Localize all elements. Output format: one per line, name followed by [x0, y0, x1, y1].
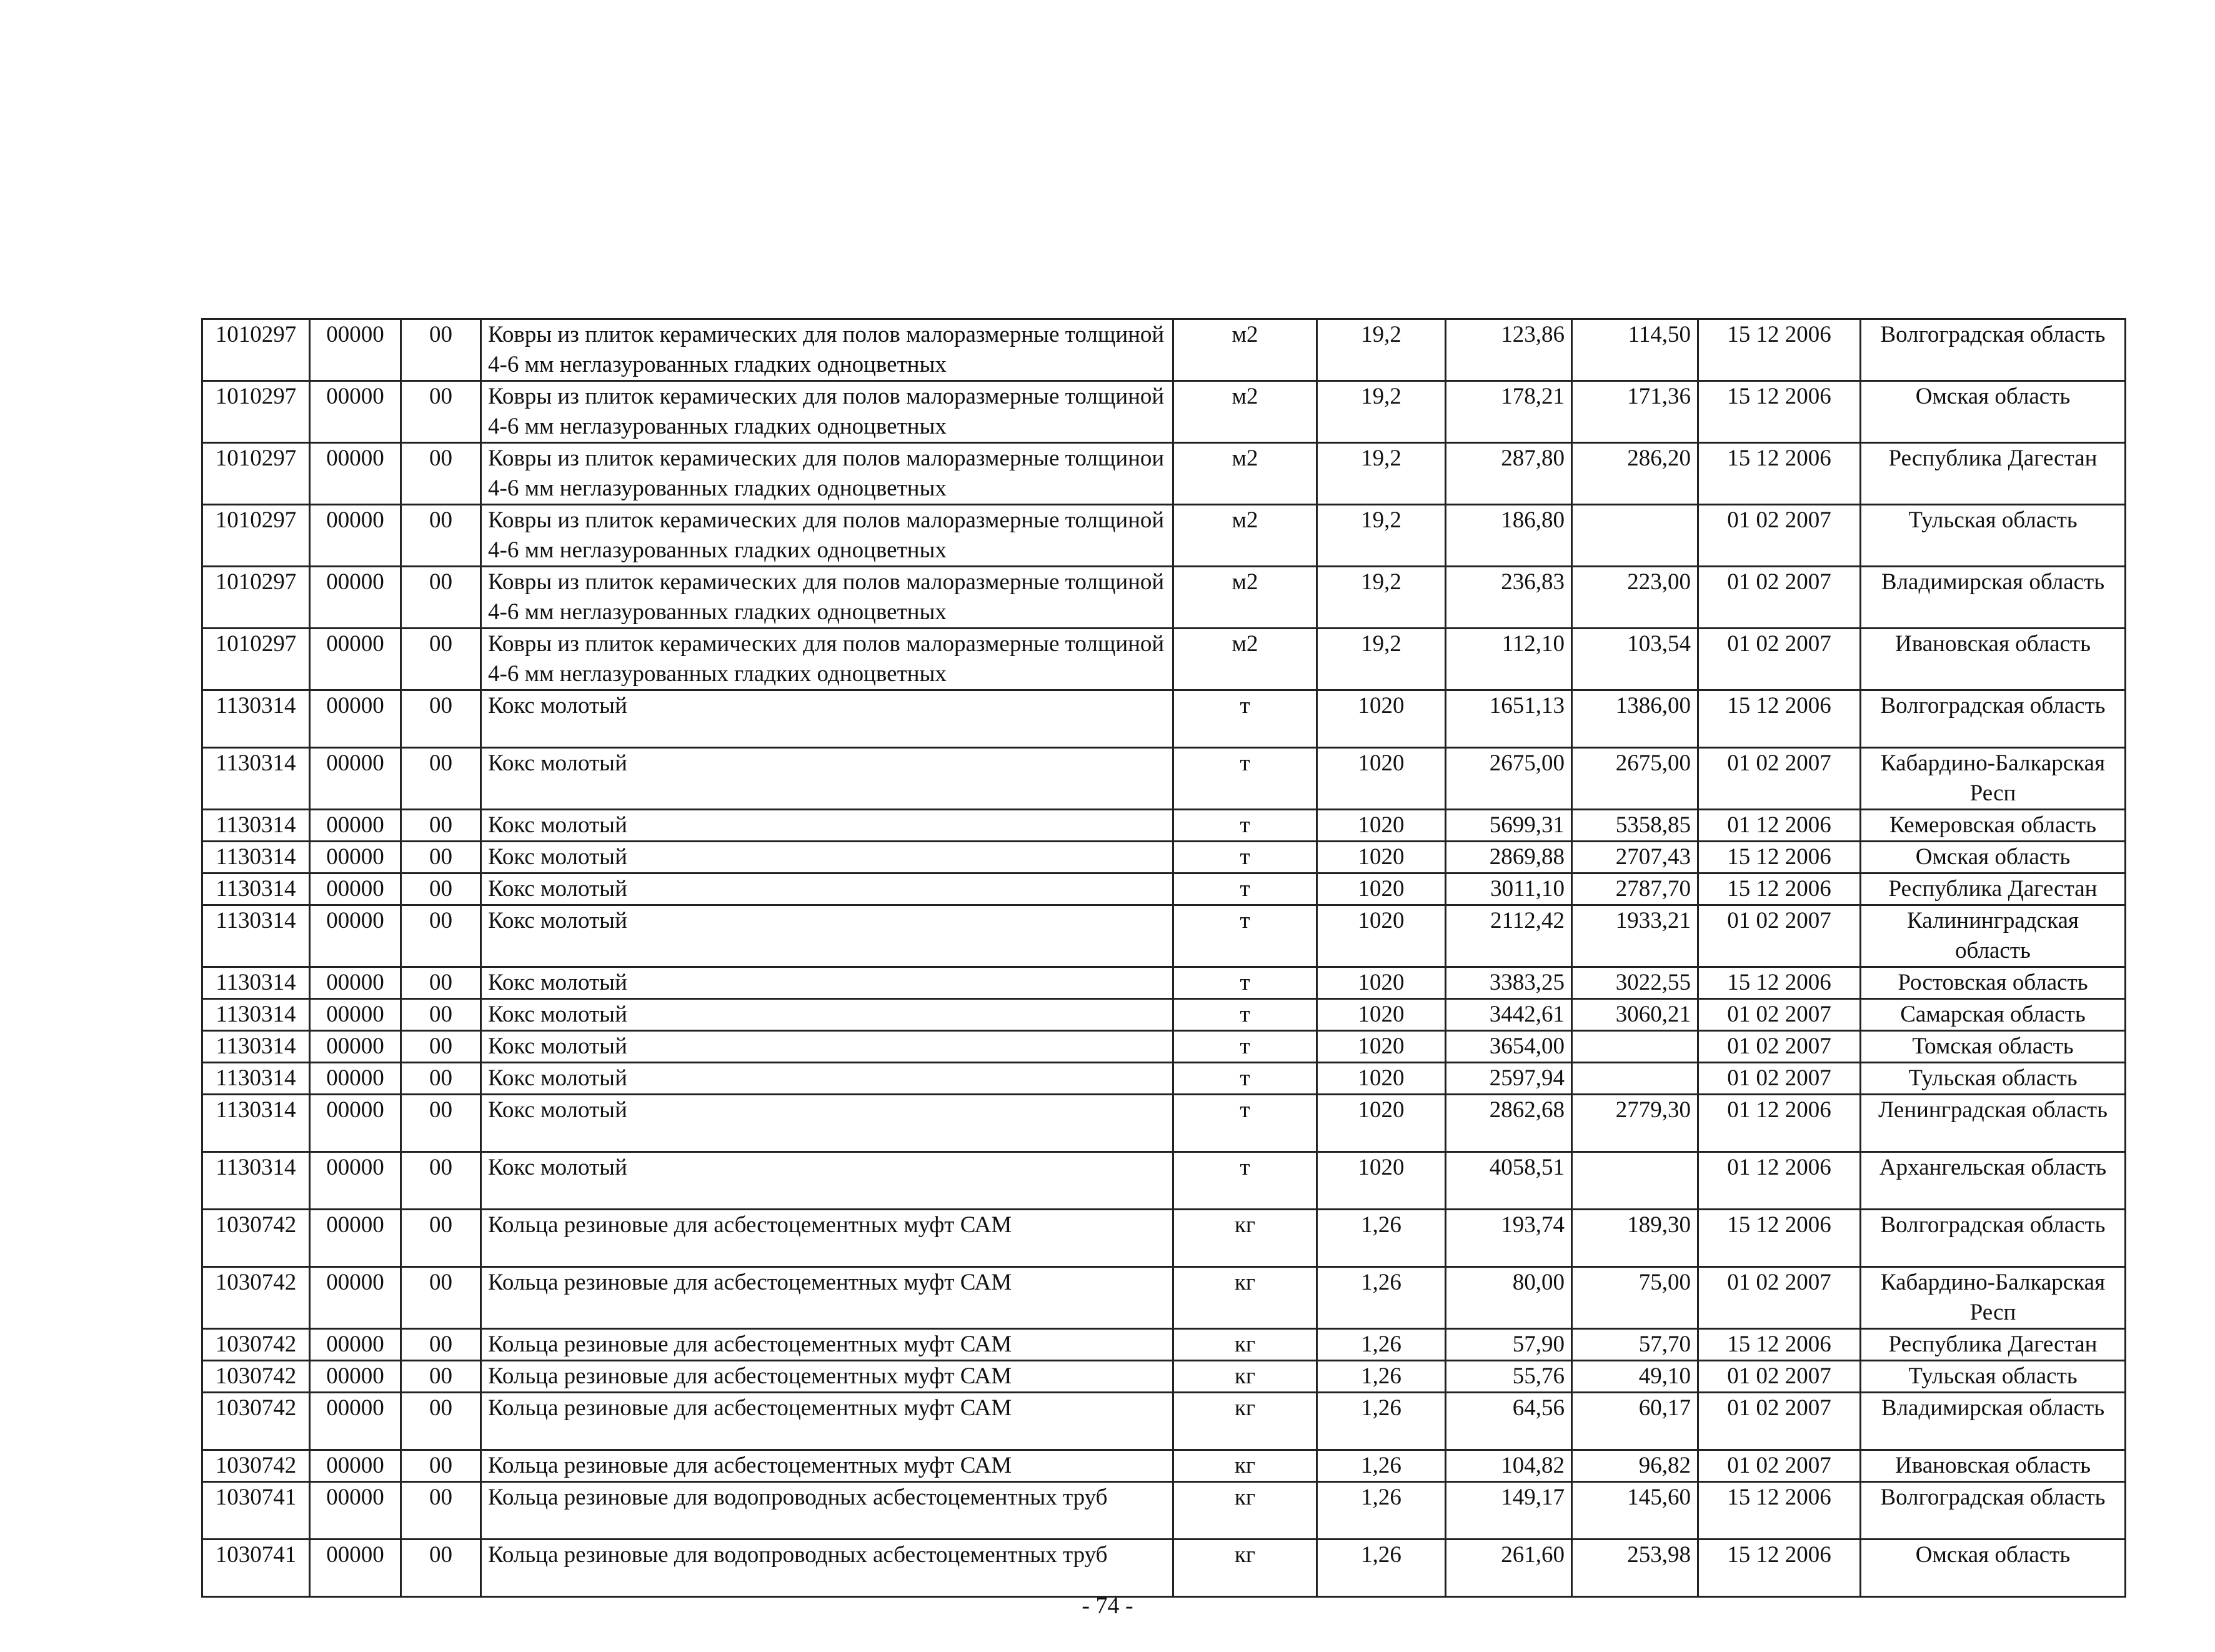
table-row	[202, 1063, 2126, 1095]
material-code-cell: 1030741	[202, 1482, 310, 1540]
material-code-cell: 1130314	[202, 1063, 310, 1095]
region-cell: Томская область	[1861, 1031, 2126, 1063]
quantity-cell: 19,2	[1317, 505, 1446, 567]
table-row	[202, 873, 2126, 905]
material-code-cell: 1030741	[202, 1540, 310, 1597]
material-name-cell: Кокс молотый	[481, 1152, 1173, 1210]
unit-cell: т	[1173, 873, 1317, 905]
table-row	[202, 967, 2126, 999]
date-cell: 01 02 2007	[1698, 1031, 1861, 1063]
material-code-cell: 1030742	[202, 1393, 310, 1450]
subcode-cell: 00000	[310, 690, 401, 748]
region-cell: Кемеровская область	[1861, 810, 2126, 842]
price-cell: 112,10	[1446, 629, 1572, 690]
table-row	[202, 505, 2126, 567]
table-row	[202, 1210, 2126, 1267]
group-code-cell: 00	[401, 810, 481, 842]
price-cell: 80,00	[1446, 1267, 1572, 1329]
subcode-cell: 00000	[310, 905, 401, 967]
price-alt-cell: 286,20	[1572, 443, 1698, 505]
date-cell: 15 12 2006	[1698, 381, 1861, 443]
quantity-cell: 1,26	[1317, 1267, 1446, 1329]
quantity-cell: 1020	[1317, 873, 1446, 905]
region-cell: Тульская область	[1861, 1361, 2126, 1393]
material-name-cell: Кольца резиновые для асбестоцементных муфт САМ	[481, 1393, 1173, 1450]
subcode-cell: 00000	[310, 1540, 401, 1597]
unit-cell: кг	[1173, 1450, 1317, 1482]
region-cell: Ивановская область	[1861, 629, 2126, 690]
group-code-cell: 00	[401, 505, 481, 567]
unit-cell: м2	[1173, 505, 1317, 567]
material-name-cell: Ковры из плиток керамических для полов малоразмерные толщиной 4-6 мм неглазурованных гладких одноцветных	[481, 567, 1173, 629]
unit-cell: т	[1173, 967, 1317, 999]
region-cell: Республика Дагестан	[1861, 873, 2126, 905]
price-alt-cell: 2779,30	[1572, 1095, 1698, 1152]
group-code-cell: 00	[401, 1361, 481, 1393]
subcode-cell: 00000	[310, 810, 401, 842]
quantity-cell: 1,26	[1317, 1482, 1446, 1540]
price-alt-cell: 189,30	[1572, 1210, 1698, 1267]
table-row	[202, 1482, 2126, 1540]
material-name-cell: Кокс молотый	[481, 1095, 1173, 1152]
group-code-cell: 00	[401, 842, 481, 873]
date-cell: 01 02 2007	[1698, 1063, 1861, 1095]
quantity-cell: 1020	[1317, 810, 1446, 842]
table-row	[202, 690, 2126, 748]
price-alt-cell: 60,17	[1572, 1393, 1698, 1450]
material-name-cell: Кокс молотый	[481, 1063, 1173, 1095]
group-code-cell: 00	[401, 1267, 481, 1329]
quantity-cell: 1,26	[1317, 1540, 1446, 1597]
date-cell: 01 02 2007	[1698, 748, 1861, 810]
quantity-cell: 1020	[1317, 1063, 1446, 1095]
group-code-cell: 00	[401, 1063, 481, 1095]
table-row	[202, 1393, 2126, 1450]
price-alt-cell: 145,60	[1572, 1482, 1698, 1540]
price-cell: 57,90	[1446, 1329, 1572, 1361]
subcode-cell: 00000	[310, 999, 401, 1031]
material-name-cell: Кокс молотый	[481, 967, 1173, 999]
material-code-cell: 1130314	[202, 1095, 310, 1152]
material-name-cell: Кольца резиновые для асбестоцементных муфт САМ	[481, 1361, 1173, 1393]
price-cell: 1651,13	[1446, 690, 1572, 748]
material-name-cell: Кокс молотый	[481, 1031, 1173, 1063]
material-code-cell: 1130314	[202, 1152, 310, 1210]
quantity-cell: 1020	[1317, 842, 1446, 873]
region-cell: Республика Дагестан	[1861, 1329, 2126, 1361]
price-cell: 2675,00	[1446, 748, 1572, 810]
region-cell: Тульская область	[1861, 505, 2126, 567]
subcode-cell: 00000	[310, 1361, 401, 1393]
price-alt-cell: 223,00	[1572, 567, 1698, 629]
date-cell: 01 12 2006	[1698, 1095, 1861, 1152]
unit-cell: т	[1173, 690, 1317, 748]
price-cell: 123,86	[1446, 319, 1572, 381]
region-cell: Волгоградская область	[1861, 690, 2126, 748]
table-row	[202, 999, 2126, 1031]
material-code-cell: 1130314	[202, 690, 310, 748]
material-name-cell: Ковры из плиток керамических для полов малоразмерные толщиной 4-6 мм неглазурованных гладких одноцветных	[481, 505, 1173, 567]
price-cell: 3383,25	[1446, 967, 1572, 999]
material-code-cell: 1030742	[202, 1329, 310, 1361]
region-cell: Владимирская область	[1861, 1393, 2126, 1450]
price-alt-cell: 96,82	[1572, 1450, 1698, 1482]
price-cell: 2112,42	[1446, 905, 1572, 967]
date-cell: 01 02 2007	[1698, 1450, 1861, 1482]
material-name-cell: Кокс молотый	[481, 999, 1173, 1031]
region-cell: Владимирская область	[1861, 567, 2126, 629]
page-number: - 74 -	[1082, 1593, 1133, 1619]
group-code-cell: 00	[401, 319, 481, 381]
price-cell: 193,74	[1446, 1210, 1572, 1267]
date-cell: 15 12 2006	[1698, 1329, 1861, 1361]
unit-cell: кг	[1173, 1482, 1317, 1540]
material-code-cell: 1030742	[202, 1210, 310, 1267]
date-cell: 15 12 2006	[1698, 842, 1861, 873]
price-alt-cell: 103,54	[1572, 629, 1698, 690]
region-cell: Ростовская область	[1861, 967, 2126, 999]
material-name-cell: Ковры из плиток керамических для полов малоразмерные толщиной 4-6 мм неглазурованных гладких одноцветных	[481, 319, 1173, 381]
material-name-cell: Кокс молотый	[481, 690, 1173, 748]
region-cell: Самарская область	[1861, 999, 2126, 1031]
unit-cell: м2	[1173, 319, 1317, 381]
group-code-cell: 00	[401, 1450, 481, 1482]
subcode-cell: 00000	[310, 319, 401, 381]
date-cell: 15 12 2006	[1698, 443, 1861, 505]
material-code-cell: 1010297	[202, 443, 310, 505]
price-cell: 104,82	[1446, 1450, 1572, 1482]
region-cell: Архангельская область	[1861, 1152, 2126, 1210]
price-alt-cell	[1572, 1031, 1698, 1063]
date-cell: 15 12 2006	[1698, 1210, 1861, 1267]
group-code-cell: 00	[401, 999, 481, 1031]
table-row	[202, 810, 2126, 842]
table-row	[202, 319, 2126, 381]
group-code-cell: 00	[401, 873, 481, 905]
table-row	[202, 1329, 2126, 1361]
unit-cell: т	[1173, 1152, 1317, 1210]
group-code-cell: 00	[401, 381, 481, 443]
price-cell: 64,56	[1446, 1393, 1572, 1450]
subcode-cell: 00000	[310, 381, 401, 443]
group-code-cell: 00	[401, 1031, 481, 1063]
material-code-cell: 1130314	[202, 873, 310, 905]
material-code-cell: 1130314	[202, 999, 310, 1031]
quantity-cell: 1020	[1317, 905, 1446, 967]
quantity-cell: 1,26	[1317, 1210, 1446, 1267]
date-cell: 01 02 2007	[1698, 1393, 1861, 1450]
price-alt-cell: 2707,43	[1572, 842, 1698, 873]
unit-cell: т	[1173, 810, 1317, 842]
material-code-cell: 1030742	[202, 1267, 310, 1329]
material-code-cell: 1010297	[202, 505, 310, 567]
group-code-cell: 00	[401, 1152, 481, 1210]
date-cell: 15 12 2006	[1698, 1540, 1861, 1597]
region-cell: Ленинградская область	[1861, 1095, 2126, 1152]
region-cell: Волгоградская область	[1861, 1482, 2126, 1540]
unit-cell: кг	[1173, 1329, 1317, 1361]
material-code-cell: 1030742	[202, 1361, 310, 1393]
material-name-cell: Кольца резиновые для асбестоцементных муфт САМ	[481, 1267, 1173, 1329]
subcode-cell: 00000	[310, 967, 401, 999]
material-code-cell: 1130314	[202, 905, 310, 967]
unit-cell: т	[1173, 1095, 1317, 1152]
subcode-cell: 00000	[310, 443, 401, 505]
region-cell: Омская область	[1861, 381, 2126, 443]
quantity-cell: 1020	[1317, 748, 1446, 810]
price-cell: 178,21	[1446, 381, 1572, 443]
material-name-cell: Кокс молотый	[481, 748, 1173, 810]
quantity-cell: 1020	[1317, 999, 1446, 1031]
quantity-cell: 1020	[1317, 690, 1446, 748]
subcode-cell: 00000	[310, 567, 401, 629]
price-cell: 3011,10	[1446, 873, 1572, 905]
quantity-cell: 1020	[1317, 1152, 1446, 1210]
quantity-cell: 1020	[1317, 1095, 1446, 1152]
group-code-cell: 00	[401, 967, 481, 999]
subcode-cell: 00000	[310, 1329, 401, 1361]
price-alt-cell: 5358,85	[1572, 810, 1698, 842]
date-cell: 15 12 2006	[1698, 1482, 1861, 1540]
group-code-cell: 00	[401, 1095, 481, 1152]
region-cell: Волгоградская область	[1861, 1210, 2126, 1267]
quantity-cell: 19,2	[1317, 443, 1446, 505]
price-cell: 5699,31	[1446, 810, 1572, 842]
material-code-cell: 1130314	[202, 842, 310, 873]
subcode-cell: 00000	[310, 505, 401, 567]
quantity-cell: 19,2	[1317, 629, 1446, 690]
price-alt-cell: 114,50	[1572, 319, 1698, 381]
price-alt-cell: 3022,55	[1572, 967, 1698, 999]
subcode-cell: 00000	[310, 1095, 401, 1152]
price-alt-cell: 3060,21	[1572, 999, 1698, 1031]
price-cell: 149,17	[1446, 1482, 1572, 1540]
unit-cell: м2	[1173, 629, 1317, 690]
region-cell: Омская область	[1861, 1540, 2126, 1597]
price-alt-cell: 253,98	[1572, 1540, 1698, 1597]
unit-cell: кг	[1173, 1267, 1317, 1329]
date-cell: 15 12 2006	[1698, 319, 1861, 381]
price-cell: 261,60	[1446, 1540, 1572, 1597]
group-code-cell: 00	[401, 1482, 481, 1540]
material-code-cell: 1130314	[202, 967, 310, 999]
table-row	[202, 842, 2126, 873]
material-name-cell: Кольца резиновые для асбестоцементных муфт САМ	[481, 1329, 1173, 1361]
material-name-cell: Ковры из плиток керамических для полов малоразмерные толщиной 4-6 мм неглазурованных гладких одноцветных	[481, 381, 1173, 443]
date-cell: 01 02 2007	[1698, 1267, 1861, 1329]
quantity-cell: 1,26	[1317, 1329, 1446, 1361]
price-alt-cell: 2787,70	[1572, 873, 1698, 905]
unit-cell: кг	[1173, 1210, 1317, 1267]
unit-cell: т	[1173, 905, 1317, 967]
table-row	[202, 748, 2126, 810]
material-name-cell: Кокс молотый	[481, 905, 1173, 967]
unit-cell: т	[1173, 748, 1317, 810]
price-cell: 2597,94	[1446, 1063, 1572, 1095]
unit-cell: т	[1173, 999, 1317, 1031]
quantity-cell: 1,26	[1317, 1361, 1446, 1393]
group-code-cell: 00	[401, 443, 481, 505]
unit-cell: кг	[1173, 1540, 1317, 1597]
unit-cell: м2	[1173, 567, 1317, 629]
subcode-cell: 00000	[310, 873, 401, 905]
subcode-cell: 00000	[310, 1210, 401, 1267]
date-cell: 15 12 2006	[1698, 690, 1861, 748]
group-code-cell: 00	[401, 748, 481, 810]
table-body	[202, 319, 2126, 1597]
table-row	[202, 1450, 2126, 1482]
date-cell: 01 12 2006	[1698, 810, 1861, 842]
price-cell: 2862,68	[1446, 1095, 1572, 1152]
price-alt-cell: 1933,21	[1572, 905, 1698, 967]
material-name-cell: Кокс молотый	[481, 873, 1173, 905]
subcode-cell: 00000	[310, 1152, 401, 1210]
unit-cell: кг	[1173, 1393, 1317, 1450]
price-alt-cell: 171,36	[1572, 381, 1698, 443]
date-cell: 01 02 2007	[1698, 905, 1861, 967]
region-cell: Калининградская область	[1861, 905, 2126, 967]
material-name-cell: Кольца резиновые для асбестоцементных муфт САМ	[481, 1210, 1173, 1267]
region-cell: Кабардино-Балкарская Респ	[1861, 1267, 2126, 1329]
unit-cell: м2	[1173, 443, 1317, 505]
unit-cell: м2	[1173, 381, 1317, 443]
date-cell: 01 02 2007	[1698, 505, 1861, 567]
material-code-cell: 1010297	[202, 567, 310, 629]
table-row	[202, 1361, 2126, 1393]
price-alt-cell: 1386,00	[1572, 690, 1698, 748]
group-code-cell: 00	[401, 567, 481, 629]
date-cell: 01 02 2007	[1698, 999, 1861, 1031]
group-code-cell: 00	[401, 1393, 481, 1450]
subcode-cell: 00000	[310, 1031, 401, 1063]
price-alt-cell: 57,70	[1572, 1329, 1698, 1361]
price-table	[201, 318, 2126, 1598]
price-cell: 236,83	[1446, 567, 1572, 629]
subcode-cell: 00000	[310, 1450, 401, 1482]
subcode-cell: 00000	[310, 842, 401, 873]
price-cell: 4058,51	[1446, 1152, 1572, 1210]
subcode-cell: 00000	[310, 629, 401, 690]
table-row	[202, 1095, 2126, 1152]
material-code-cell: 1010297	[202, 319, 310, 381]
price-cell: 2869,88	[1446, 842, 1572, 873]
region-cell: Тульская область	[1861, 1063, 2126, 1095]
price-alt-cell: 49,10	[1572, 1361, 1698, 1393]
quantity-cell: 19,2	[1317, 381, 1446, 443]
material-name-cell: Кольца резиновые для асбестоцементных муфт САМ	[481, 1450, 1173, 1482]
price-alt-cell	[1572, 1152, 1698, 1210]
subcode-cell: 00000	[310, 1267, 401, 1329]
unit-cell: т	[1173, 842, 1317, 873]
region-cell: Ивановская область	[1861, 1450, 2126, 1482]
quantity-cell: 1,26	[1317, 1393, 1446, 1450]
date-cell: 15 12 2006	[1698, 967, 1861, 999]
price-alt-cell: 75,00	[1572, 1267, 1698, 1329]
price-alt-cell: 2675,00	[1572, 748, 1698, 810]
price-cell: 186,80	[1446, 505, 1572, 567]
subcode-cell: 00000	[310, 1482, 401, 1540]
table-row	[202, 629, 2126, 690]
subcode-cell: 00000	[310, 748, 401, 810]
table-row	[202, 1031, 2126, 1063]
region-cell: Республика Дагестан	[1861, 443, 2126, 505]
material-name-cell: Кольца резиновые для водопроводных асбестоцементных труб	[481, 1482, 1173, 1540]
quantity-cell: 19,2	[1317, 319, 1446, 381]
material-name-cell: Кольца резиновые для водопроводных асбестоцементных труб	[481, 1540, 1173, 1597]
material-code-cell: 1030742	[202, 1450, 310, 1482]
region-cell: Кабардино-Балкарская Респ	[1861, 748, 2126, 810]
group-code-cell: 00	[401, 690, 481, 748]
price-cell: 55,76	[1446, 1361, 1572, 1393]
unit-cell: кг	[1173, 1361, 1317, 1393]
table-row	[202, 1267, 2126, 1329]
group-code-cell: 00	[401, 1329, 481, 1361]
price-cell: 3442,61	[1446, 999, 1572, 1031]
date-cell: 01 02 2007	[1698, 1361, 1861, 1393]
quantity-cell: 19,2	[1317, 567, 1446, 629]
material-name-cell: Ковры из плиток керамических для полов малоразмерные толщиной 4-6 мм неглазурованных гладких одноцветных	[481, 629, 1173, 690]
table-row	[202, 1540, 2126, 1597]
table-row	[202, 567, 2126, 629]
material-name-cell: Кокс молотый	[481, 842, 1173, 873]
table-row	[202, 1152, 2126, 1210]
price-cell: 287,80	[1446, 443, 1572, 505]
unit-cell: т	[1173, 1063, 1317, 1095]
material-code-cell: 1010297	[202, 629, 310, 690]
material-code-cell: 1130314	[202, 1031, 310, 1063]
price-cell: 3654,00	[1446, 1031, 1572, 1063]
group-code-cell: 00	[401, 629, 481, 690]
material-name-cell: Кокс молотый	[481, 810, 1173, 842]
date-cell: 01 02 2007	[1698, 629, 1861, 690]
quantity-cell: 1020	[1317, 967, 1446, 999]
group-code-cell: 00	[401, 905, 481, 967]
group-code-cell: 00	[401, 1540, 481, 1597]
region-cell: Омская область	[1861, 842, 2126, 873]
region-cell: Волгоградская область	[1861, 319, 2126, 381]
subcode-cell: 00000	[310, 1393, 401, 1450]
material-code-cell: 1130314	[202, 810, 310, 842]
material-code-cell: 1130314	[202, 748, 310, 810]
subcode-cell: 00000	[310, 1063, 401, 1095]
table-row	[202, 443, 2126, 505]
material-name-cell: Ковры из плиток керамических для полов малоразмерные толщинои 4-6 мм неглазурованных гладких одноцветных	[481, 443, 1173, 505]
quantity-cell: 1020	[1317, 1031, 1446, 1063]
date-cell: 15 12 2006	[1698, 873, 1861, 905]
price-alt-cell	[1572, 1063, 1698, 1095]
group-code-cell: 00	[401, 1210, 481, 1267]
table-row	[202, 905, 2126, 967]
quantity-cell: 1,26	[1317, 1450, 1446, 1482]
table-row	[202, 381, 2126, 443]
price-alt-cell	[1572, 505, 1698, 567]
date-cell: 01 02 2007	[1698, 567, 1861, 629]
unit-cell: т	[1173, 1031, 1317, 1063]
date-cell: 01 12 2006	[1698, 1152, 1861, 1210]
material-code-cell: 1010297	[202, 381, 310, 443]
